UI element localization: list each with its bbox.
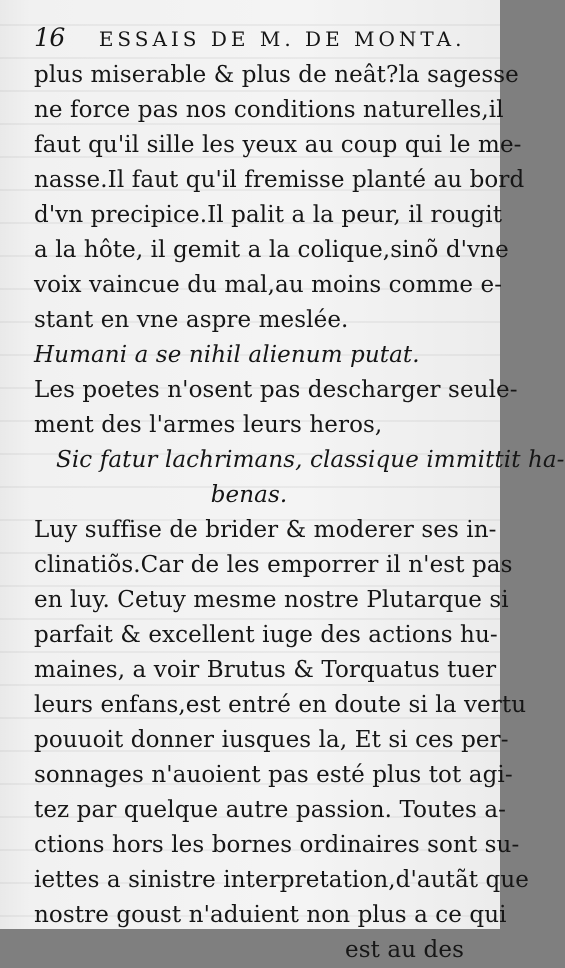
text-line: Luy suffise de brider & moderer ses in- — [34, 517, 497, 543]
text-line: nasse.Il faut qu'il fremisse planté au bord — [34, 167, 525, 193]
text-line: faut qu'il sille les yeux au coup qui le me- — [34, 132, 522, 158]
quotation-line: benas. — [210, 482, 288, 508]
text-line: stant en vne aspre meslée. — [34, 307, 349, 333]
text-line: voix vaincue du mal,au moins comme e- — [34, 272, 503, 298]
text-line: sonnages n'auoient pas esté plus tot agi- — [34, 762, 513, 788]
text-block — [34, 18, 565, 968]
text-line: iettes a sinistre interpretation,d'autãt que — [34, 867, 529, 893]
text-line: ne force pas nos conditions naturelles,il — [34, 97, 504, 123]
text-line: tez par quelque autre passion. Toutes a- — [34, 797, 507, 823]
text-line: Les poetes n'osent pas descharger seule- — [34, 377, 518, 403]
quotation-line: Humani a se nihil alienum putat. — [34, 342, 420, 368]
text-line: pouuoit donner iusques la, Et si ces per- — [34, 727, 509, 753]
page-number: 16 — [34, 23, 65, 52]
catchword-line: est au des — [345, 937, 464, 963]
text-line: clinatiõs.Car de les emporrer il n'est pas — [34, 552, 513, 578]
text-line: leurs enfans,est entré en doute si la vertu — [34, 692, 527, 718]
running-head: ESSAIS DE M. DE MONTA. — [98, 27, 466, 51]
text-line: plus miserable & plus de neât?la sagesse — [34, 62, 519, 88]
text-line: a la hôte, il gemit a la colique,sinõ d'vne — [34, 237, 509, 263]
text-line: ctions hors les bornes ordinaires sont su- — [34, 832, 520, 858]
text-line: nostre goust n'aduient non plus a ce qui — [34, 902, 507, 928]
page-header — [34, 18, 464, 58]
text-line: parfait & excellent iuge des actions hu- — [34, 622, 498, 648]
text-line: d'vn precipice.Il palit a la peur, il rougit — [34, 202, 503, 228]
text-line: en luy. Cetuy mesme nostre Plutarque si — [34, 587, 509, 613]
text-line: ment des l'armes leurs heros, — [34, 412, 383, 438]
body-text — [34, 58, 565, 968]
text-line: maines, a voir Brutus & Torquatus tuer — [34, 657, 497, 683]
quotation-line: Sic fatur lachrimans, classique immittit ha- — [56, 447, 565, 473]
